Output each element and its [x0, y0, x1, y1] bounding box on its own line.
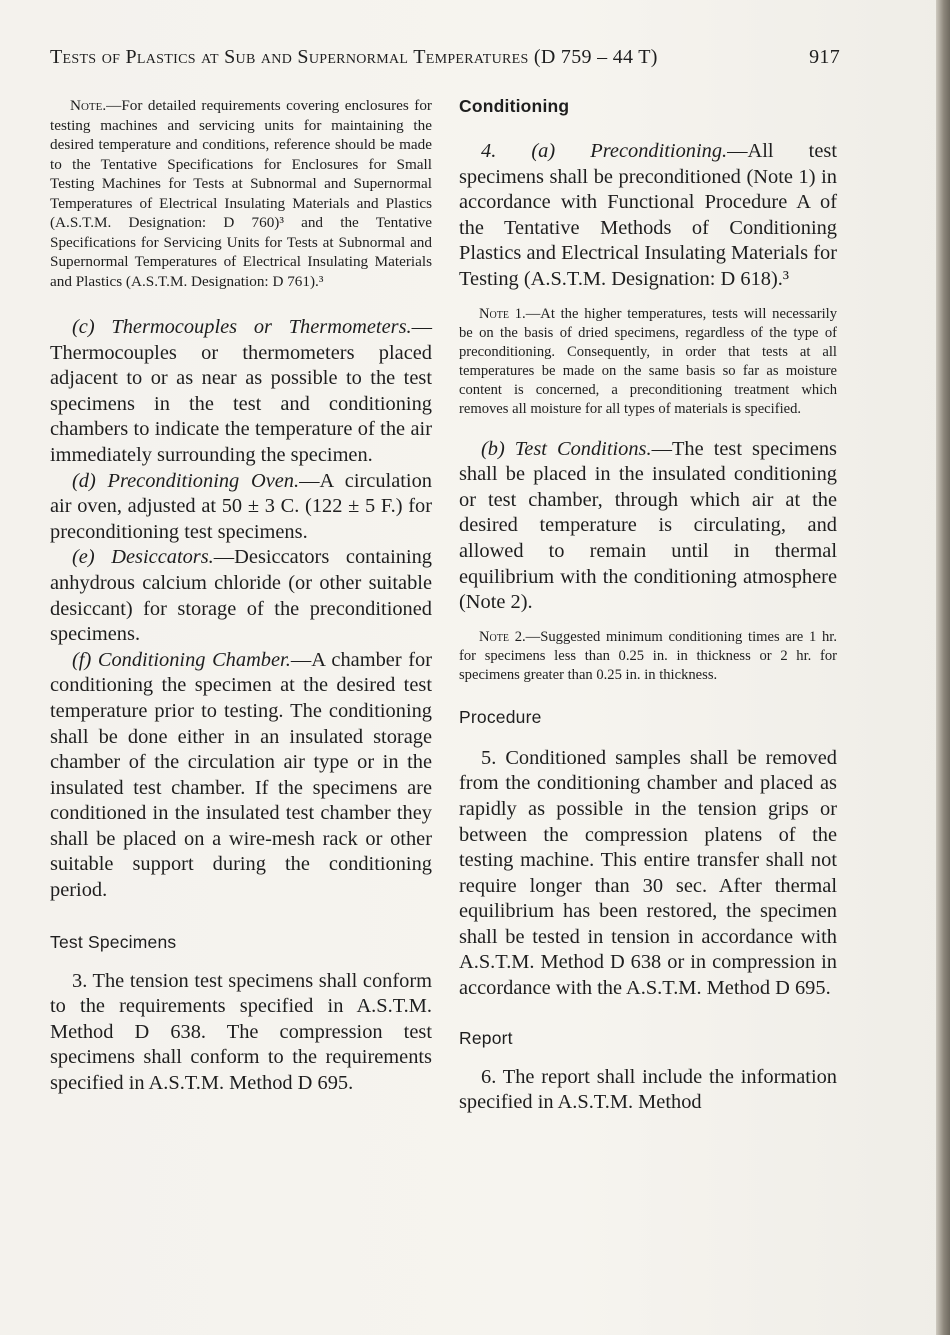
heading-test-specimens: Test Specimens [50, 931, 177, 952]
note-lead: Note. [70, 97, 107, 114]
left-column [50, 96, 432, 1097]
note-2-text: —Suggested minimum conditioning times are 1 hr. for specimens less than 0.25 in. in thickness or 2 hr. for specimens greater than 0.25 in. in thickness. [459, 628, 837, 683]
heading-conditioning: Conditioning [459, 96, 570, 116]
item-c-text: —Thermocouples or thermometers placed adjacent to or as near as possible to the test specimens in the test and conditioning chambers to indicate the temperature of the air immediately surrounding the specimen. [50, 316, 432, 466]
enclosure-note [50, 96, 432, 291]
note-text: —For detailed requirements covering enclosures for testing machines and servicing units for maintaining the desired temperature and conditions, reference should be made to the Tentative Specifications for Enclosures for Small Testing Machines for Tests at Subnormal and Supernormal Temperatures of Electrical Insulating Materials and Plastics (A.S.T.M. Designation: D 760)³ and the Tentative Specifications for Servicing Units for Tests at Subnormal and Supernormal Temperatures of Electrical Insulating Materials and Plastics (A.S.T.M. Designation: D 761).³ [50, 97, 432, 290]
section-4a-text: —All test specimens shall be preconditioned (Note 1) in accordance with Functional Procedure A of the Tentative Methods of Conditioning Plastics and Electrical Insulating Materials for Testing (A.S.T.M. Designation: D 618).³ [459, 140, 837, 290]
heading-report: Report [459, 1027, 513, 1048]
section-4b-label: (b) Test Conditions. [481, 437, 652, 460]
item-e-label: (e) Desiccators. [72, 546, 214, 569]
item-c-label: (c) Thermocouples or Thermometers. [72, 316, 412, 338]
section-4a-label: 4. (a) Preconditioning. [481, 140, 728, 162]
note-1-text: —At the higher temperatures, tests will necessarily be on the basis of dried specimens, regardless of the type of preconditioning. Consequently, in order that tests at all temperatures be made on the same basis so far as moisture content is concerned, a preconditioning treatment which removes all moisture for all types of materials is specified. [459, 305, 837, 417]
running-header-title: Tests of Plastics at Sub and Supernormal Temperatures (D 759 – 44 T) [50, 46, 658, 68]
right-column [459, 96, 837, 1116]
book-spine-edge [936, 0, 950, 1335]
item-c-thermocouples [50, 315, 432, 469]
item-d-label: (d) Preconditioning Oven. [72, 469, 300, 492]
note-1 [459, 305, 837, 419]
item-f-text: —A chamber for conditioning the specimen at the desired test temperature prior to testing. The conditioning shall be done either in an insulated storage chamber of the circulation air type or in the insulated test chamber. If the specimens are conditioned in the insulated test chamber they shall be placed on a wire-mesh rack or other suitable support during the conditioning period. [50, 648, 432, 902]
heading-procedure: Procedure [459, 706, 542, 727]
note-2 [459, 628, 837, 685]
item-e-desiccators [50, 545, 432, 647]
item-f-label: (f) Conditioning Chamber. [72, 648, 291, 671]
section-6-text: 6. The report shall include the information specified in A.S.T.M. Method [459, 1065, 837, 1114]
running-header [50, 46, 840, 69]
item-e-text: —Desiccators containing anhydrous calcium chloride (or other suitable desiccant) for storage of the preconditioned specimens. [50, 546, 432, 646]
section-3-text: 3. The tension test specimens shall conform to the requirements specified in A.S.T.M. Method D 638. The compression test specimens shall conform to the requirements specified in A.S.T.M. Method D 695. [50, 969, 432, 1095]
section-5-text: 5. Conditioned samples shall be removed from the conditioning chamber and placed as rapidly as possible in the tension grips or between the compression platens of the testing machine. This entire transfer shall not require longer than 30 sec. After thermal equilibrium has been restored, the specimen shall be tested in tension in accordance with A.S.T.M. Method D 638 or in compression in accordance with the A.S.T.M. Method D 695. [459, 746, 837, 1000]
item-d-text: —A circulation air oven, adjusted at 50 ± 3 C. (122 ± 5 F.) for preconditioning test specimens. [50, 469, 432, 543]
item-f-conditioning-chamber [50, 648, 432, 904]
item-d-preconditioning-oven [50, 469, 432, 546]
note-2-lead: Note 2. [479, 628, 526, 645]
page-number: 917 [809, 46, 840, 68]
section-4b [459, 437, 837, 616]
section-4b-text: —The test specimens shall be placed in the insulated conditioning or test chamber, through which air at the desired temperature is circulating, and allowed to remain until in thermal equilibrium with the conditioning atmosphere (Note 2). [459, 437, 837, 614]
note-1-lead: Note 1. [479, 305, 526, 322]
section-4a [459, 139, 837, 293]
